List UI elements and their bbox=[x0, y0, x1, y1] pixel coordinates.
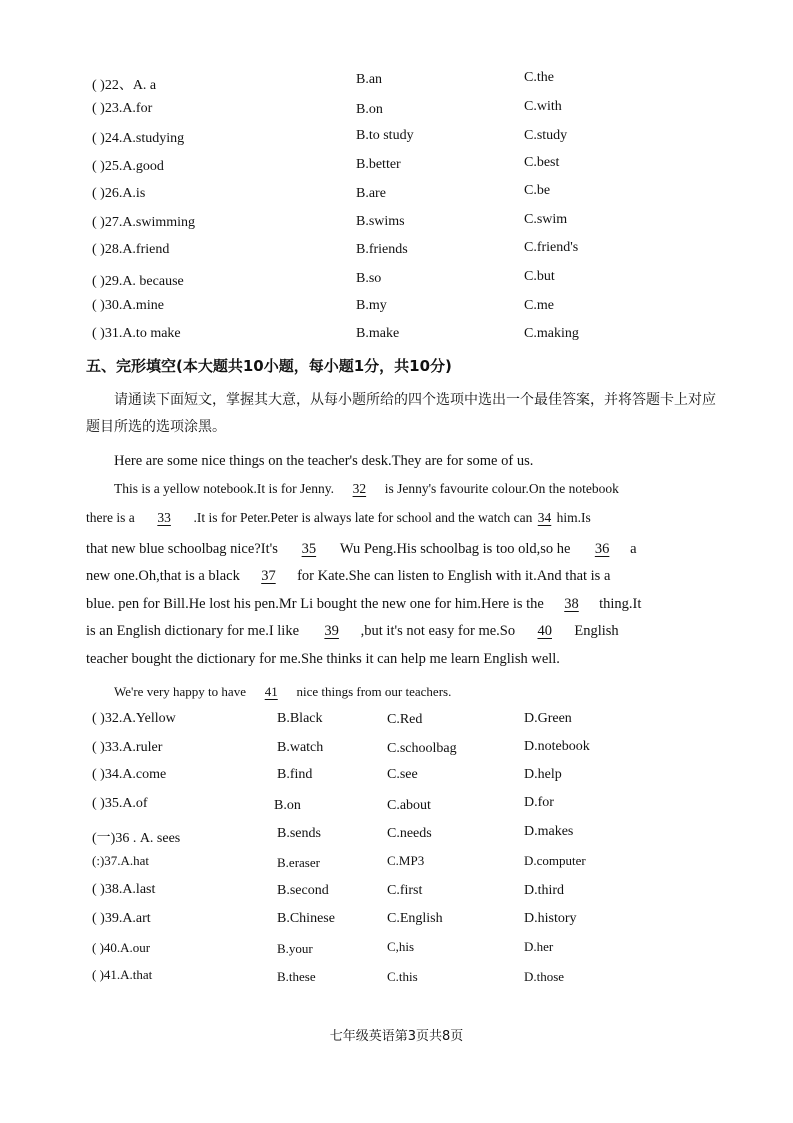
question-32-option-c: C.Red bbox=[387, 712, 423, 727]
question-22-option-b: B.an bbox=[356, 72, 383, 87]
question-33-option-d: D.notebook bbox=[524, 739, 590, 754]
passage-line-1: Here are some nice things on the teacher's desk.They are for some of us. bbox=[114, 453, 534, 469]
question-36-option-c: C.needs bbox=[387, 826, 432, 841]
question-27-option-b: B.swims bbox=[356, 214, 405, 229]
question-25-option-b: B.better bbox=[356, 157, 401, 172]
question-23-option-b: B.on bbox=[356, 102, 383, 117]
blank-37[interactable]: 37 bbox=[261, 568, 276, 584]
question-34-stem: ( )34.A.come bbox=[92, 767, 167, 782]
passage-line-5: new one.Oh,that is a black 37 for Kate.She can listen to English with it.And that is a bbox=[86, 568, 611, 584]
question-36-option-d: D.makes bbox=[524, 824, 574, 839]
question-39-stem: ( )39.A.art bbox=[92, 911, 151, 926]
blank-34[interactable]: 34 bbox=[537, 510, 552, 525]
question-32-option-d: D.Green bbox=[524, 711, 572, 726]
question-40-option-d: D.her bbox=[524, 939, 554, 954]
question-25-stem: ( )25.A.good bbox=[92, 159, 164, 174]
question-40-stem: ( )40.A.our bbox=[92, 940, 151, 955]
question-41-option-d: D.those bbox=[524, 969, 565, 984]
question-38-option-d: D.third bbox=[524, 883, 565, 898]
question-37-option-c: C.MP3 bbox=[387, 853, 425, 868]
question-29-option-c: C.but bbox=[524, 269, 555, 284]
question-28-stem: ( )28.A.friend bbox=[92, 242, 170, 257]
question-36-option-b: B.sends bbox=[277, 826, 321, 841]
question-27-option-c: C.swim bbox=[524, 212, 568, 227]
passage-line-7: is an English dictionary for me.I like 39 ,but it's not easy for me.So 40 English bbox=[86, 623, 619, 639]
question-29-option-b: B.so bbox=[356, 271, 382, 286]
question-26-option-c: C.be bbox=[524, 183, 551, 198]
question-37-option-b: B.eraser bbox=[277, 855, 320, 870]
passage-line-3: there is a 33 .It is for Peter.Peter is always late for school and the watch can 34 him.Is bbox=[86, 510, 591, 525]
question-39-option-c: C.English bbox=[387, 911, 443, 926]
question-33-option-b: B.watch bbox=[277, 740, 324, 755]
question-34-option-d: D.help bbox=[524, 767, 562, 782]
blank-41[interactable]: 41 bbox=[264, 684, 278, 699]
passage-line-9: We're very happy to have 41 nice things from our teachers. bbox=[114, 684, 452, 699]
question-27-stem: ( )27.A.swimming bbox=[92, 215, 196, 230]
question-33-stem: ( )33.A.ruler bbox=[92, 740, 163, 755]
question-31-option-c: C.making bbox=[524, 326, 579, 341]
question-28-option-c: C.friend's bbox=[524, 240, 579, 255]
passage-line-6: blue. pen for Bill.He lost his pen.Mr Li bought the new one for him.Here is the 38 thing.It bbox=[86, 596, 642, 612]
question-35-option-c: C.about bbox=[387, 798, 431, 813]
passage-line-4: that new blue schoolbag nice?It's 35 Wu Peng.His schoolbag is too old,so he 36 a bbox=[86, 541, 637, 557]
question-23-stem: ( )23.A.for bbox=[92, 101, 153, 116]
question-35-option-d: D.for bbox=[524, 795, 554, 810]
question-39-option-b: B.Chinese bbox=[277, 911, 335, 926]
question-26-option-b: B.are bbox=[356, 186, 386, 201]
question-37-stem: (:)37.A.hat bbox=[92, 853, 150, 868]
section-instruction: 请通读下面短文，掌握其大意，从每小题所给的四个选项中选出一个最佳答案，并将答题卡上对应题目所选的选项涂黑。 bbox=[86, 392, 716, 435]
question-41-option-c: C.this bbox=[387, 969, 418, 984]
question-30-stem: ( )30.A.mine bbox=[92, 298, 164, 313]
question-28-option-b: B.friends bbox=[356, 242, 408, 257]
question-30-option-c: C.me bbox=[524, 298, 554, 313]
question-40-option-c: C,his bbox=[387, 939, 415, 954]
blank-32[interactable]: 32 bbox=[352, 481, 367, 496]
question-26-stem: ( )26.A.is bbox=[92, 186, 146, 201]
blank-40[interactable]: 40 bbox=[537, 623, 552, 639]
question-30-option-b: B.my bbox=[356, 298, 387, 313]
passage-line-2: This is a yellow notebook.It is for Jenny. 32 is Jenny's favourite colour.On the notebook bbox=[114, 481, 619, 496]
question-22-option-c: C.the bbox=[524, 70, 554, 85]
blank-33[interactable]: 33 bbox=[157, 510, 171, 525]
question-41-option-b: B.these bbox=[277, 969, 316, 984]
question-37-option-d: D.computer bbox=[524, 853, 586, 868]
question-36-stem: (一)36 . A. sees bbox=[92, 831, 181, 846]
question-23-option-c: C.with bbox=[524, 99, 562, 114]
blank-38[interactable]: 38 bbox=[564, 596, 579, 612]
question-29-stem: ( )29.A. because bbox=[92, 274, 184, 289]
question-39-option-d: D.history bbox=[524, 911, 577, 926]
question-38-option-c: C.first bbox=[387, 883, 423, 898]
question-32-option-b: B.Black bbox=[277, 711, 323, 726]
question-34-option-b: B.find bbox=[277, 767, 313, 782]
question-31-stem: ( )31.A.to make bbox=[92, 326, 181, 341]
blank-39[interactable]: 39 bbox=[324, 623, 339, 639]
question-38-stem: ( )38.A.last bbox=[92, 882, 156, 897]
question-24-option-c: C.study bbox=[524, 128, 568, 143]
question-35-option-b: B.on bbox=[274, 798, 301, 813]
question-31-option-b: B.make bbox=[356, 326, 400, 341]
question-32-stem: ( )32.A.Yellow bbox=[92, 711, 176, 726]
question-38-option-b: B.second bbox=[277, 883, 329, 898]
question-41-stem: ( )41.A.that bbox=[92, 967, 153, 982]
question-35-stem: ( )35.A.of bbox=[92, 796, 148, 811]
question-34-option-c: C.see bbox=[387, 767, 418, 782]
question-24-stem: ( )24.A.studying bbox=[92, 131, 185, 146]
page-footer: 七年级英语第3页共8页 bbox=[329, 1029, 464, 1044]
blank-35[interactable]: 35 bbox=[301, 541, 317, 557]
question-25-option-c: C.best bbox=[524, 155, 560, 170]
question-40-option-b: B.your bbox=[277, 941, 313, 956]
question-33-option-c: C.schoolbag bbox=[387, 741, 457, 756]
section-title: 五、完形填空(本大题共10小题，每小题1分，共10分) bbox=[86, 357, 452, 375]
question-22-stem: ( )22、A. a bbox=[92, 78, 157, 93]
question-24-option-b: B.to study bbox=[356, 128, 414, 143]
blank-36[interactable]: 36 bbox=[594, 541, 610, 557]
passage-line-8: teacher bought the dictionary for me.She thinks it can help me learn English well. bbox=[86, 651, 560, 667]
